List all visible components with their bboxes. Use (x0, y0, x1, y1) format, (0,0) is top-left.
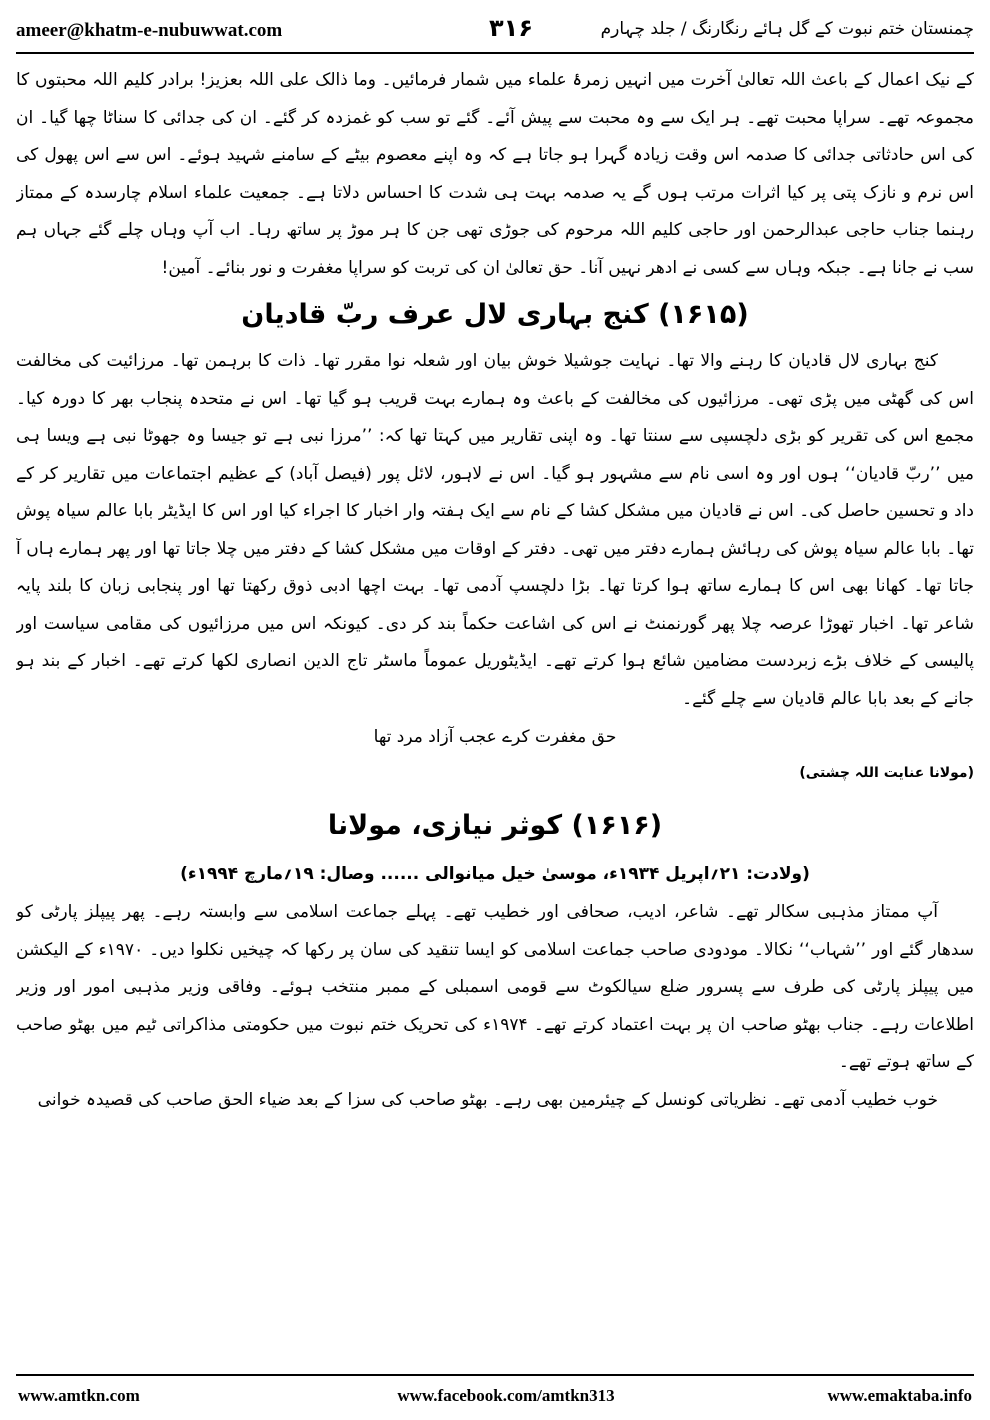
header-email: ameer@khatm-e-nubuwwat.com (16, 20, 283, 41)
footer-link-facebook[interactable]: www.facebook.com/amtkn313 (397, 1386, 615, 1405)
section-heading-1615: (۱۶۱۵) کنج بہاری لال عرف ربّ قادیان (241, 299, 749, 330)
footer-link-amtkn[interactable]: www.amtkn.com (18, 1386, 140, 1405)
author-credit: (مولانا عنایت اللہ چشتی) (799, 765, 974, 781)
page-header (16, 10, 974, 54)
paragraph-3: آپ ممتاز مذہبی سکالر تھے۔ شاعر، ادیب، صحافی اور خطیب تھے۔ پہلے جماعت اسلامی سے وابستہ رہے۔ پھر پیپلز پارٹی کو سدھار گئے اور ’’شہاب‘‘ نکالا۔ مودودی صاحب جماعت اسلامی کو ایسا تنقید کی سان پر رکھا کہ چیخیں نکلوا دیں۔ ۱۹۷۰ء کے الیکشن میں پیپلز پارٹی کی طرف سے پسرور ضلع سیالکوٹ سے قومی اسمبلی کے ممبر منتخب ہوئے۔ وفاقی وزیر مذہبی امور اور وزیر اطلاعات رہے۔ جناب بھٹو صاحب ان پر بہت اعتماد کرتے تھے۔ ۱۹۷۴ء کی تحریک ختم نبوت میں حکومتی مذاکراتی ٹیم میں بھٹو صاحب کے ساتھ ہوتے تھے۔ (16, 902, 974, 1072)
footer-link-emaktaba[interactable]: www.emaktaba.info (827, 1386, 972, 1405)
page-number: ۳۱۶ (489, 14, 533, 42)
paragraph-2: کنج بہاری لال قادیان کا رہنے والا تھا۔ نہایت جوشیلا خوش بیان اور شعلہ نوا مقرر تھا۔ ذات کا برہمن تھا۔ مرزائیت کی مخالفت اس کی گھٹی میں پڑی تھی۔ مرزائیوں کی مخالفت کے باعث وہ ہمارے بہت قریب ہو گیا تھا۔ اس نے متحدہ پنجاب بھر کا دورہ کیا۔ مجمع اس کی تقریر کو بڑی دلچسپی سے سنتا تھا۔ وہ اپنی تقاریر میں کہتا تھا کہ: ’’مرزا نبی ہے تو جیسا وہ جھوٹا نبی ہے ویسا ہی میں ’’ربّ قادیان‘‘ ہوں اور وہ اسی نام سے مشہور ہو گیا۔ اس نے لاہور، لائل پور (فیصل آباد) کے عظیم اجتماعات میں تقاریر کر کے داد و تحسین حاصل کی۔ اس نے قادیان میں مشکل کشا کے نام سے ایک ہفتہ وار اخبار کا اجراء کیا اور اس کا ایڈیٹر بابا عالم سیاہ پوش تھا۔ بابا عالم سیاہ پوش کی رہائش ہمارے دفتر میں تھی۔ دفتر کے اوقات میں مشکل کشا کے دفتر میں چلا جاتا تھا اور پھر ہمارے ہاں آ جاتا تھا۔ کھانا بھی اس کا ہمارے ساتھ ہوا کرتا تھا۔ بڑا دلچسپ آدمی تھا۔ بہت اچھا ادبی ذوق رکھتا تھا اور پنجابی زبان کا بلند پایہ شاعر تھا۔ اخبار تھوڑا عرصہ چلا پھر گورنمنٹ نے اس کی اشاعت حکماً بند کر دی۔ کیونکہ اس میں مرزائیوں کی مقامی سیاست اور پالیسی کے خلاف بڑے زبردست مضامین شائع ہوا کرتے تھے۔ ایڈیٹوریل عموماً ماسٹر تاج الدین انصاری لکھا کرتے تھے۔ اخبار کے بند ہو جانے کے بعد بابا عالم قادیان سے چلے گئے۔ (16, 351, 974, 709)
book-title: چمنستان ختم نبوت کے گل ہائے رنگارنگ / جلد چہارم (600, 19, 974, 39)
birth-death-dates: (ولادت: ۲۱؍اپریل ۱۹۳۴ء، موسیٰ خیل میانوالی ...... وصال: ۱۹؍مارچ ۱۹۹۴ء) (180, 864, 810, 884)
paragraph-1: کے نیک اعمال کے باعث اللہ تعالیٰ آخرت میں انہیں زمرۂ علماء میں شمار فرمائیں۔ وما ذالک علی اللہ بعزیز! برادر کلیم اللہ محبتوں کا مجموعہ تھے۔ سراپا محبت تھے۔ ہر ایک سے وہ محبت سے پیش آئے۔ گئے تو سب کو غمزدہ کر گئے۔ ان کی جدائی کا سناٹا چھا گیا۔ ان کی اس حادثاتی جدائی کا صدمہ اس وقت زیادہ گہرا ہو جاتا ہے کہ وہ اپنے معصوم بیٹے کے سامنے شہید ہوئے۔ اس سے اس پھول کی اس نرم و نازک پتی پر کیا اثرات مرتب ہوں گے یہ صدمہ بہت ہی شدت کا احساس دلاتا ہے۔ جمعیت علماء اسلام چارسدہ کے ممتاز رہنما جناب حاجی عبدالرحمن اور حاجی کلیم اللہ مرحوم کی جوڑی تھی جن کا ہر موڑ پر ساتھ رہا۔ اب آپ وہاں چلے گئے جہاں ہم سب نے جانا ہے۔ جبکہ وہاں سے کسی نے ادھر نہیں آنا۔ حق تعالیٰ ان کی تربت کو سراپا مغفرت و نور بنائے۔ آمین! (16, 70, 974, 278)
section-heading-1616: (۱۶۱۶) کوثر نیازی، مولانا (327, 810, 663, 841)
paragraph-4: خوب خطیب آدمی تھے۔ نظریاتی کونسل کے چیئرمین بھی رہے۔ بھٹو صاحب کی سزا کے بعد ضیاء الحق صاحب کی قصیدہ خوانی (37, 1089, 938, 1110)
verse-line: حق مغفرت کرے عجب آزاد مرد تھا (373, 727, 617, 747)
page-body (16, 62, 974, 1370)
page-footer (16, 1374, 974, 1412)
